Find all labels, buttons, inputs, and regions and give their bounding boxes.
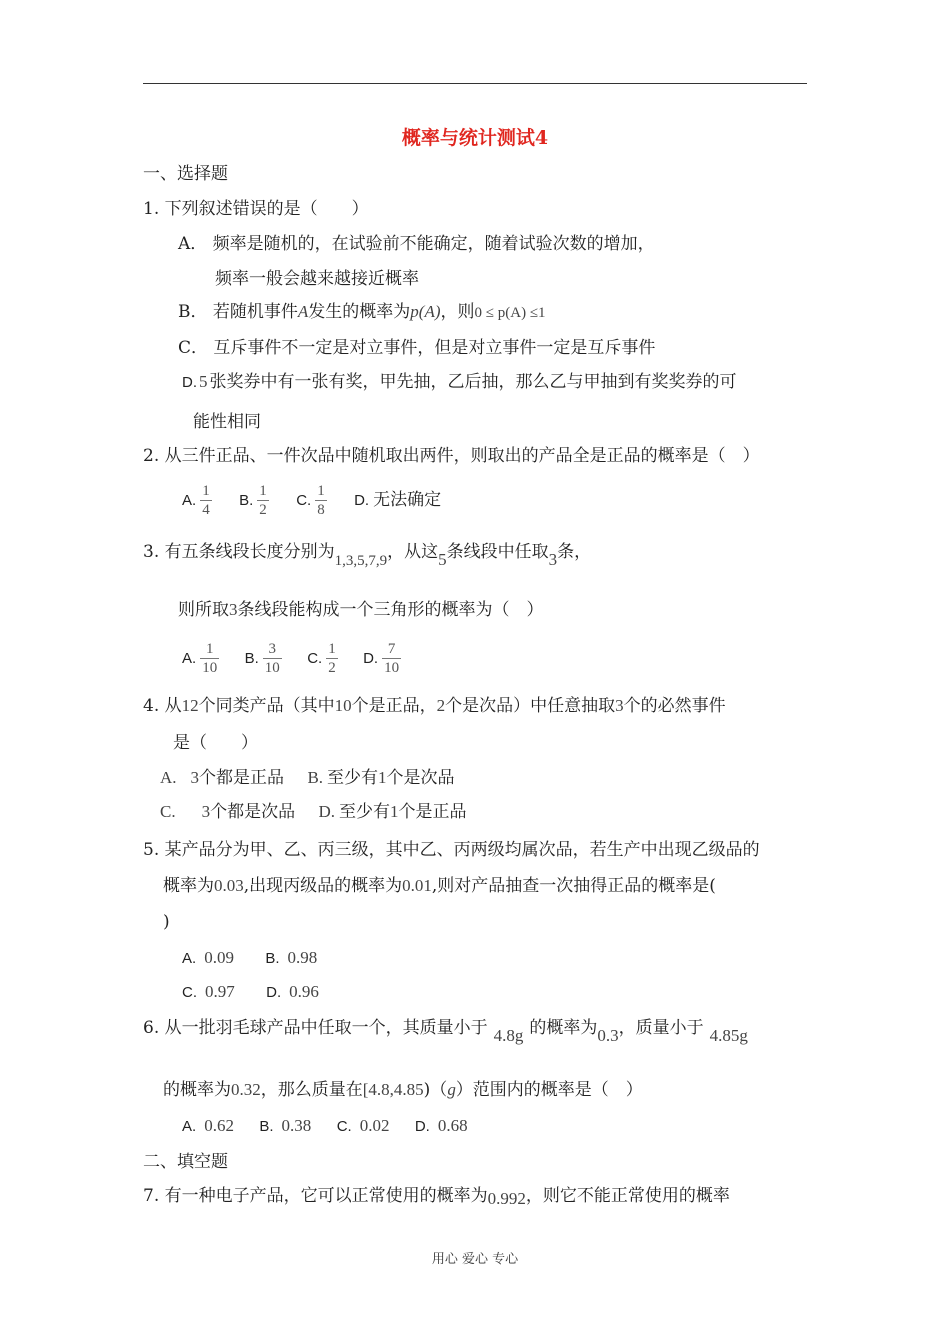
option-b-label: B. xyxy=(265,950,280,967)
option-b-label: B. xyxy=(259,1118,274,1135)
fraction-denominator: 10 xyxy=(202,660,218,676)
q4-n12: 12 xyxy=(181,696,199,715)
question-1-option-b xyxy=(178,300,546,325)
fraction-numerator: 1 xyxy=(200,640,219,659)
q6-prob-2: 0.32 xyxy=(231,1080,261,1099)
fraction-option-b xyxy=(263,640,282,677)
option-a-label: A. xyxy=(160,768,177,787)
question-3-options xyxy=(182,636,407,681)
header-rule xyxy=(143,83,807,84)
question-1-option-d-line2: 能性相同 xyxy=(193,412,261,432)
option-a-count: 3 xyxy=(190,768,200,787)
option-c-count: 3 xyxy=(201,802,211,821)
q3-text-mid2: 条线段中任取 xyxy=(446,542,549,562)
option-c-text: 个都是次品 xyxy=(210,802,296,822)
option-b-label: B. xyxy=(307,768,324,787)
fraction-option-c xyxy=(326,640,338,677)
option-d-label: D. xyxy=(354,492,370,509)
option-a-value: 0.62 xyxy=(204,1116,234,1135)
question-4-stem-line1 xyxy=(143,694,726,718)
option-d-value: 0.96 xyxy=(289,982,319,1001)
q5-text-pre: 概率为 xyxy=(163,876,214,896)
fraction-numerator: 3 xyxy=(263,640,282,659)
option-d-count: 1 xyxy=(390,802,399,821)
option-d-label: D. xyxy=(363,650,379,667)
option-d-label: D. xyxy=(182,374,197,391)
question-1-option-a-line1: A． 频率是随机的，在试验前不能确定，随着试验次数的增加， xyxy=(178,234,655,254)
q6-l2-pre: 的概率为 xyxy=(163,1080,231,1100)
fraction-numerator: 1 xyxy=(259,483,267,499)
q3-l2-pre: 则所取 xyxy=(178,600,229,620)
question-5-stem-line2 xyxy=(163,874,716,898)
option-d-pre: 至少有 xyxy=(339,802,391,822)
fraction-option-c xyxy=(315,482,327,519)
fraction-numerator: 1 xyxy=(328,641,336,657)
option-a-label: A. xyxy=(182,1118,197,1135)
q5-prob-b: 0.03 xyxy=(214,876,244,895)
option-a-label: A. xyxy=(182,950,197,967)
question-4-stem-line2: 是（ ） xyxy=(173,733,258,753)
q6-close: )（ xyxy=(423,1080,448,1100)
q6-mass-2: 4.85g xyxy=(709,1026,748,1045)
option-b-label: B. xyxy=(239,492,254,509)
ticket-count: 5 xyxy=(199,372,208,391)
page-footer: 用心 爱心 专心 xyxy=(431,1252,519,1267)
option-c-label: C. xyxy=(296,492,312,509)
q4-text-2: 个同类产品（其中 xyxy=(198,696,335,716)
q6-l2-mid: ，那么质量在 xyxy=(260,1080,363,1100)
question-1-option-c: C． 互斥事件不一定是对立事件，但是对立事件一定是互斥事件 xyxy=(178,338,656,358)
option-a-value: 0.09 xyxy=(204,948,234,967)
q5-text-mid: ,出现丙级品的概率为 xyxy=(243,876,403,896)
option-b-text: 个是次品 xyxy=(386,768,455,788)
q6-text-mid2: ，质量小于 xyxy=(618,1018,704,1038)
q4-text-1: 4. 从 xyxy=(143,696,182,716)
question-2-stem: 2. 从三件正品、一件次品中随机取出两件，则取出的产品全是正品的概率是（ ） xyxy=(143,446,760,466)
fraction-option-a xyxy=(200,482,212,519)
fraction-denominator: 4 xyxy=(202,502,210,518)
question-3-stem-line1 xyxy=(143,540,592,569)
fraction-numerator: 7 xyxy=(382,640,401,659)
q4-n10: 10 xyxy=(334,696,352,715)
q4-text-3: 个是正品， xyxy=(351,696,437,716)
page-title: 概率与统计测试4 xyxy=(401,127,549,149)
question-1-option-a-line2: 频率一般会越来越接近概率 xyxy=(215,269,419,289)
q3-l2-end: 条线段能构成一个三角形的概率为（ ） xyxy=(237,600,544,620)
question-2-options xyxy=(182,478,441,523)
fraction-option-b xyxy=(257,482,269,519)
option-c-label: C. xyxy=(336,1118,352,1135)
option-b-then: ，则 xyxy=(440,302,475,322)
q6-prob-1: 0.3 xyxy=(597,1026,619,1045)
question-4-options-ab xyxy=(160,766,455,790)
q6-interval: [4.8,4.85 xyxy=(362,1080,424,1099)
option-d-value: 0.68 xyxy=(437,1116,468,1135)
q5-text-end: ,则对产品抽查一次抽得正品的概率是( xyxy=(431,876,716,896)
option-b-text-mid: 发生的概率为 xyxy=(308,302,411,322)
question-5-options-cd xyxy=(182,980,319,1005)
q7-text-end: ，则它不能正常使用的概率 xyxy=(525,1186,730,1206)
option-d-text: 无法确定 xyxy=(373,490,442,510)
q3-n5: 5 xyxy=(438,550,447,569)
option-a-label: A. xyxy=(182,492,197,509)
option-b-pre: 至少有 xyxy=(327,768,379,788)
q4-text-4: 个是次品）中任意抽取 xyxy=(445,696,616,716)
option-c-label: C. xyxy=(182,984,197,1001)
fraction-denominator: 2 xyxy=(259,502,267,518)
q6-text-pre: 6. 从一批羽毛球产品中任取一个，其质量小于 xyxy=(143,1018,488,1038)
question-5-stem-line3: ) xyxy=(163,912,170,932)
q3-n3: 3 xyxy=(548,550,558,569)
q6-mass-1: 4.8g xyxy=(493,1026,524,1045)
option-c-label: C. xyxy=(160,802,176,821)
fraction-numerator: 1 xyxy=(202,483,210,499)
q3-l2-n: 3 xyxy=(229,600,238,619)
option-d-label: D. xyxy=(266,984,282,1001)
q4-text-5: 个的必然事件 xyxy=(623,696,726,716)
fraction-denominator: 10 xyxy=(384,660,400,676)
question-5-options-ab xyxy=(182,946,317,971)
q6-l2-end: ）范围内的概率是（ ） xyxy=(455,1080,643,1100)
event-a: A xyxy=(297,302,309,321)
q6-unit: g xyxy=(447,1080,456,1099)
fraction-option-a xyxy=(200,640,219,677)
option-b-value: 0.98 xyxy=(287,948,318,967)
question-4-options-cd xyxy=(160,800,467,824)
fraction-option-d xyxy=(382,640,401,677)
option-d-text: 张奖券中有一张有奖，甲先抽，乙后抽，那么乙与甲抽到有奖奖券的可 xyxy=(209,372,737,392)
q4-n3: 3 xyxy=(615,696,624,715)
question-7-stem xyxy=(143,1184,730,1208)
option-d-label: D. xyxy=(414,1118,430,1135)
option-b-value: 0.38 xyxy=(281,1116,312,1135)
option-a-text: 个都是正品 xyxy=(199,768,285,788)
q6-text-mid1: 的概率为 xyxy=(529,1018,598,1038)
fraction-denominator: 2 xyxy=(328,660,336,676)
fraction-numerator: 1 xyxy=(317,483,325,499)
question-5-stem-line1: 5. 某产品分为甲、乙、丙三级，其中乙、丙两级均属次品，若生产中出现乙级品的 xyxy=(143,840,760,860)
segment-lengths: 1,3,5,7,9 xyxy=(334,553,388,569)
section-heading-choice: 一、选择题 xyxy=(143,164,228,184)
fraction-denominator: 8 xyxy=(317,502,325,518)
option-a-label: A. xyxy=(182,650,197,667)
q3-text: 3. 有五条线段长度分别为 xyxy=(143,542,335,562)
question-6-stem-line2 xyxy=(163,1078,643,1102)
option-b-text: B． 若随机事件 xyxy=(178,302,298,322)
q3-text-end: 条， xyxy=(557,542,592,562)
q5-prob-c: 0.01 xyxy=(402,876,432,895)
q3-text-mid1: ，从这 xyxy=(387,542,439,562)
option-c-value: 0.97 xyxy=(205,982,235,1001)
option-b-label: B. xyxy=(244,650,259,667)
question-1-option-d-line1 xyxy=(182,370,737,395)
fraction-denominator: 10 xyxy=(264,660,280,676)
option-c-value: 0.02 xyxy=(359,1116,390,1135)
probability-expression: p(A) xyxy=(410,302,441,321)
q4-n2: 2 xyxy=(436,696,446,715)
option-b-count: 1 xyxy=(378,768,387,787)
option-d-label: D. xyxy=(318,802,336,821)
question-6-options xyxy=(182,1114,468,1139)
q7-text-pre: 7. 有一种电子产品，它可以正常使用的概率为 xyxy=(143,1186,488,1206)
option-c-label: C. xyxy=(307,650,323,667)
probability-inequality: 0 ≤ p(A) ≤1 xyxy=(474,305,546,321)
question-3-stem-line2 xyxy=(178,598,544,622)
question-1-stem: 1. 下列叙述错误的是（ ） xyxy=(143,199,369,219)
section-heading-fill: 二、填空题 xyxy=(143,1152,228,1172)
question-6-stem-line1 xyxy=(143,1016,748,1045)
option-d-text: 个是正品 xyxy=(398,802,467,822)
q7-prob: 0.992 xyxy=(487,1189,526,1208)
